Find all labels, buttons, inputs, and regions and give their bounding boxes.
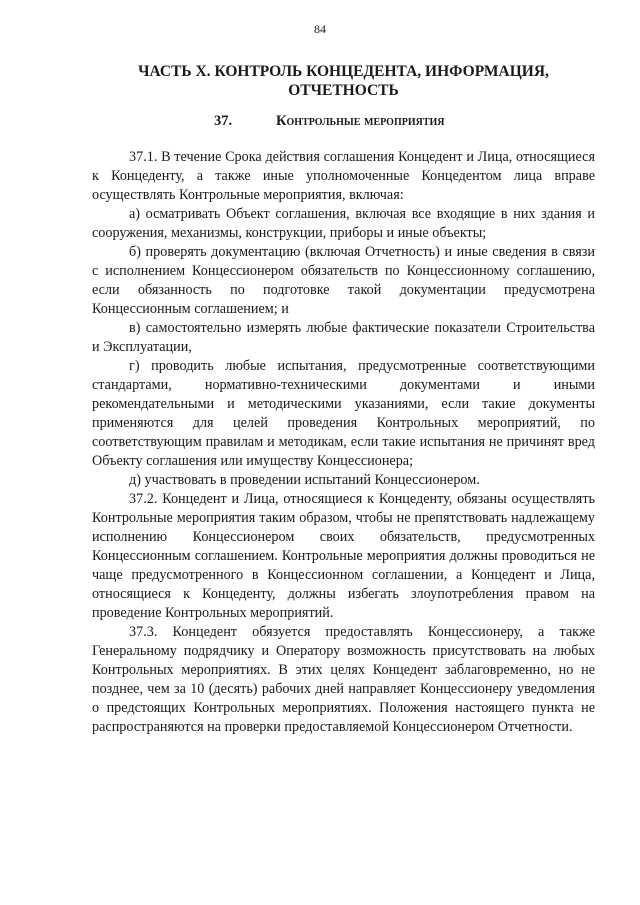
page-number: 84 [314,22,326,36]
section-number: 37. [214,113,233,129]
paragraph-item-b: б) проверять документацию (включая Отчетность) и иные сведения в связи с исполнением Концессионером обязательств по Концессионному соглашению, если обязанность по подготовке такой документации предусмотрена Концессионным соглашением; и [92,244,595,317]
paragraph-item-g: г) проводить любые испытания, предусмотренные соответствующими стандартами, нормативно-техническими документами и иными рекомендательными и методическими указаниями, если такие документы применяются для целей проведения Контрольных мероприятий, по соответствующим правилам и методикам, если такие испытания не причинят вред Объекту соглашения или имуществу Концессионера; [92,358,595,469]
body-text [92,148,595,737]
paragraph-item-a: а) осматривать Объект соглашения, включая все входящие в них здания и сооружения, механизмы, конструкции, приборы и иные объекты; [92,206,595,241]
paragraph-37-3: 37.3. Концедент обязуется предоставлять Концессионеру, а также Генеральному подрядчику и Оператору возможность присутствовать на любых Контрольных мероприятиях. В этих целях Концедент заблаговременно, но не позднее, чем за 10 (десять) рабочих дней направляет Концессионеру уведомления о предстоящих Контрольных мероприятиях. Положения настоящего пункта не распространяются на проверки предоставляемой Концессионером Отчетности. [92,624,595,735]
paragraph-37-2: 37.2. Концедент и Лица, относящиеся к Концеденту, обязаны осуществлять Контрольные мероприятия таким образом, чтобы не препятствовать надлежащему исполнению Концессионером своих обязательств, предусмотренных Концессионным соглашением. Контрольные мероприятия должны проводиться не чаще предусмотренного в Концессионном соглашении, а Концедент и Лица, относящиеся к Концеденту, должны избегать злоупотребления правом на проведение Контрольных мероприятий. [92,491,595,621]
section-title: Контрольные мероприятия [276,113,445,129]
paragraph-37-1: 37.1. В течение Срока действия соглашения Концедент и Лица, относящиеся к Концеденту, а также иные уполномоченные Концедентом лица вправе осуществлять Контрольные мероприятия, включая: [92,149,595,203]
part-title: ЧАСТЬ X. КОНТРОЛЬ КОНЦЕДЕНТА, ИНФОРМАЦИЯ, ОТЧЕТНОСТЬ [138,63,549,99]
paragraph-item-v: в) самостоятельно измерять любые фактические показатели Строительства и Эксплуатации, [92,320,595,355]
paragraph-item-d: д) участвовать в проведении испытаний Концессионером. [129,472,480,488]
